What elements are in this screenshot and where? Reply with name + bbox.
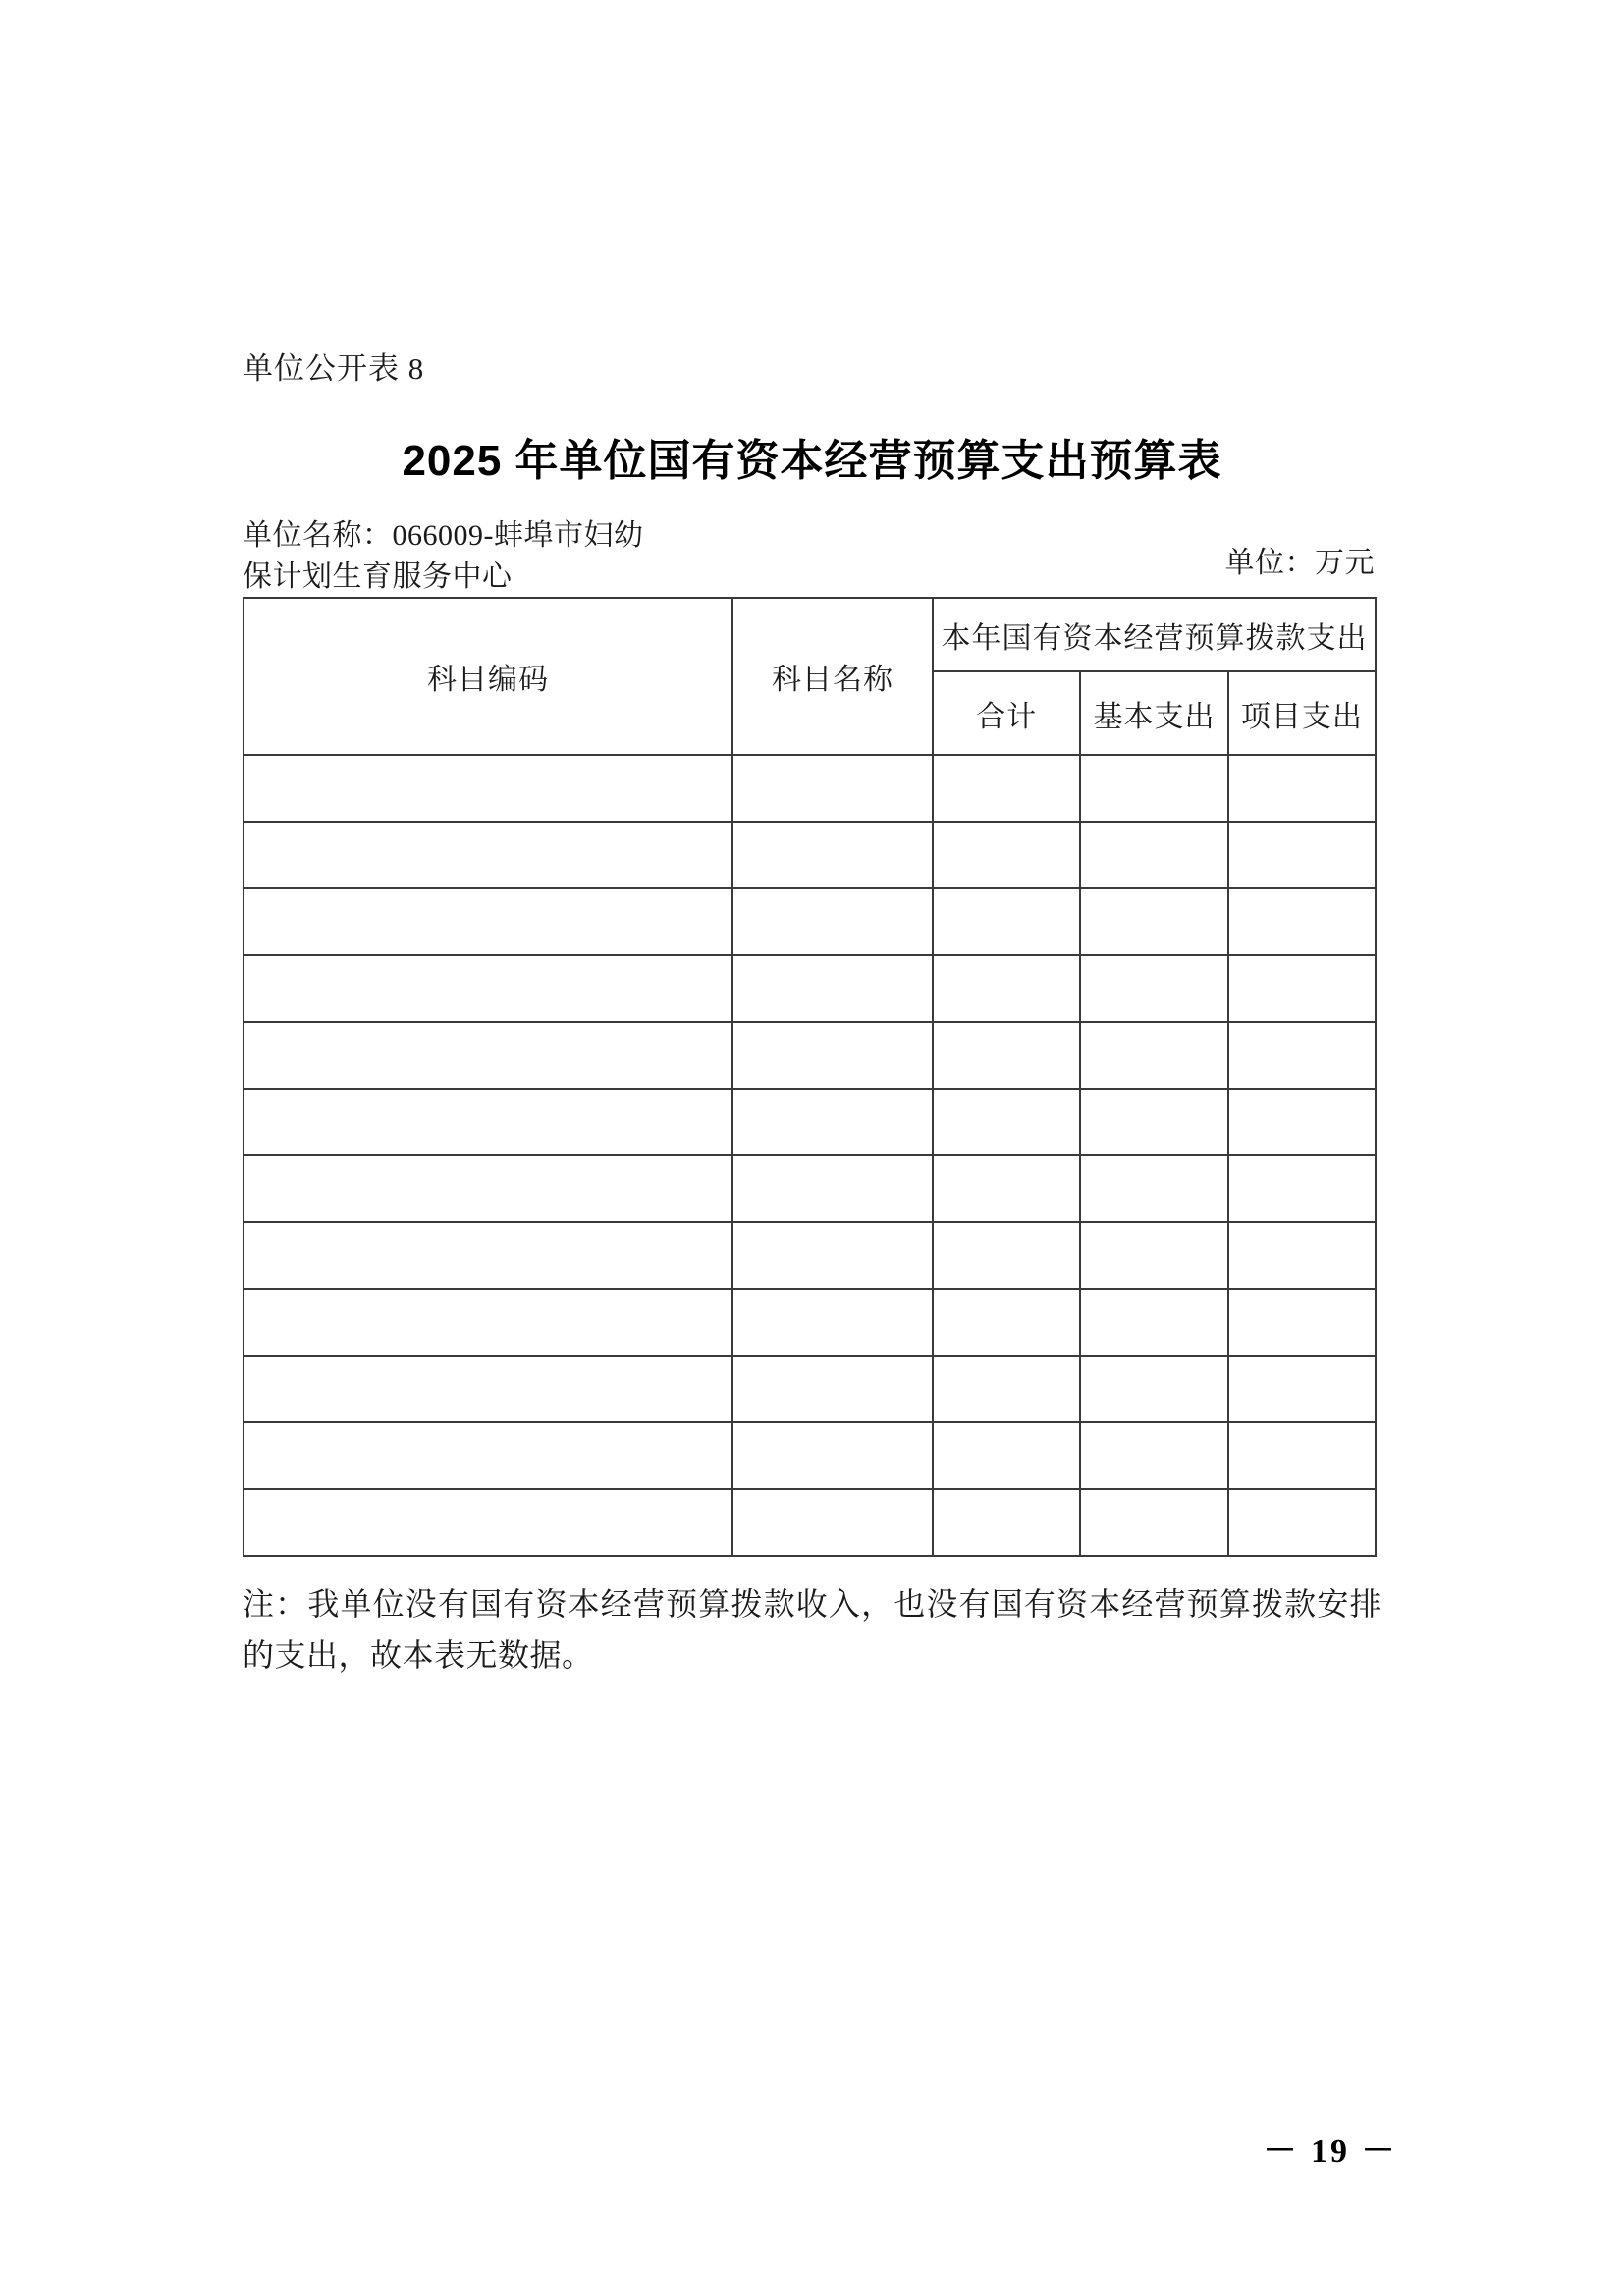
- cell-project-expenditure: [1228, 755, 1376, 822]
- table-row: [244, 1289, 1376, 1356]
- cell-total: [933, 822, 1080, 888]
- cell-project-expenditure: [1228, 1489, 1376, 1556]
- cell-total: [933, 1489, 1080, 1556]
- cell-total: [933, 1155, 1080, 1222]
- cell-subject-name: [732, 1155, 933, 1222]
- table-note: 注：我单位没有国有资本经营预算拨款收入，也没有国有资本经营预算拨款安排的支出，故本表无数据。: [243, 1586, 1381, 1673]
- cell-subject-name: [732, 888, 933, 955]
- form-label: 单位公开表 8: [243, 351, 425, 386]
- cell-project-expenditure: [1228, 1089, 1376, 1155]
- cell-subject-name: [732, 1089, 933, 1155]
- cell-subject-name: [732, 1489, 933, 1556]
- cell-basic-expenditure: [1080, 888, 1227, 955]
- table-row: [244, 822, 1376, 888]
- table-header: [244, 598, 1376, 755]
- cell-basic-expenditure: [1080, 1289, 1227, 1356]
- cell-basic-expenditure: [1080, 1422, 1227, 1489]
- column-header-group-current-year-soe-budget-expenditure: 本年国有资本经营预算拨款支出: [933, 598, 1376, 671]
- cell-basic-expenditure: [1080, 822, 1227, 888]
- cell-subject-code: [244, 1289, 732, 1356]
- cell-basic-expenditure: [1080, 1022, 1227, 1089]
- cell-subject-code: [244, 755, 732, 822]
- cell-project-expenditure: [1228, 1022, 1376, 1089]
- column-header-subject-name: 科目名称: [732, 598, 933, 755]
- cell-total: [933, 1089, 1080, 1155]
- table-header-row-top: [244, 598, 1376, 671]
- cell-total: [933, 1356, 1080, 1422]
- unit-name-line-1: 单位名称：066009-蚌埠市妇幼: [243, 519, 644, 552]
- cell-total: [933, 955, 1080, 1022]
- table-row: [244, 755, 1376, 822]
- table-row: [244, 955, 1376, 1022]
- column-header-total: 合计: [933, 671, 1080, 755]
- cell-subject-code: [244, 1356, 732, 1422]
- table-row: [244, 1022, 1376, 1089]
- cell-basic-expenditure: [1080, 1489, 1227, 1556]
- cell-subject-name: [732, 1356, 933, 1422]
- table-row: [244, 888, 1376, 955]
- cell-total: [933, 1422, 1080, 1489]
- cell-subject-code: [244, 1089, 732, 1155]
- column-header-project-expenditure: 项目支出: [1228, 671, 1376, 755]
- cell-subject-name: [732, 755, 933, 822]
- amount-unit-label: 单位：万元: [1224, 547, 1375, 579]
- unit-name-line-2: 保计划生育服务中心: [243, 561, 513, 593]
- cell-project-expenditure: [1228, 1155, 1376, 1222]
- column-header-basic-expenditure: 基本支出: [1080, 671, 1227, 755]
- cell-subject-name: [732, 1222, 933, 1289]
- cell-total: [933, 1222, 1080, 1289]
- cell-basic-expenditure: [1080, 955, 1227, 1022]
- cell-total: [933, 1289, 1080, 1356]
- cell-subject-name: [732, 822, 933, 888]
- budget-expenditure-table: [243, 597, 1377, 1557]
- cell-subject-code: [244, 822, 732, 888]
- cell-basic-expenditure: [1080, 1155, 1227, 1222]
- cell-project-expenditure: [1228, 955, 1376, 1022]
- cell-project-expenditure: [1228, 1422, 1376, 1489]
- cell-subject-code: [244, 1022, 732, 1089]
- table-row: [244, 1489, 1376, 1556]
- unit-name-block: [243, 515, 753, 598]
- table-row: [244, 1222, 1376, 1289]
- cell-subject-name: [732, 1289, 933, 1356]
- page-title: 2025 年单位国有资本经营预算支出预算表: [402, 437, 1222, 485]
- cell-basic-expenditure: [1080, 1222, 1227, 1289]
- cell-subject-code: [244, 1155, 732, 1222]
- table-row: [244, 1422, 1376, 1489]
- cell-subject-name: [732, 955, 933, 1022]
- cell-project-expenditure: [1228, 1289, 1376, 1356]
- cell-basic-expenditure: [1080, 1356, 1227, 1422]
- column-header-subject-code: 科目编码: [244, 598, 732, 755]
- page-number: － 19 －: [1263, 2133, 1398, 2169]
- table-body: [244, 755, 1376, 1556]
- cell-subject-name: [732, 1022, 933, 1089]
- table-row: [244, 1356, 1376, 1422]
- cell-project-expenditure: [1228, 1222, 1376, 1289]
- cell-subject-name: [732, 1422, 933, 1489]
- cell-total: [933, 888, 1080, 955]
- cell-subject-code: [244, 888, 732, 955]
- cell-total: [933, 755, 1080, 822]
- cell-total: [933, 1022, 1080, 1089]
- cell-project-expenditure: [1228, 1356, 1376, 1422]
- cell-project-expenditure: [1228, 822, 1376, 888]
- cell-project-expenditure: [1228, 888, 1376, 955]
- cell-subject-code: [244, 955, 732, 1022]
- cell-subject-code: [244, 1222, 732, 1289]
- cell-basic-expenditure: [1080, 755, 1227, 822]
- table-row: [244, 1089, 1376, 1155]
- cell-basic-expenditure: [1080, 1089, 1227, 1155]
- cell-subject-code: [244, 1422, 732, 1489]
- cell-subject-code: [244, 1489, 732, 1556]
- table-row: [244, 1155, 1376, 1222]
